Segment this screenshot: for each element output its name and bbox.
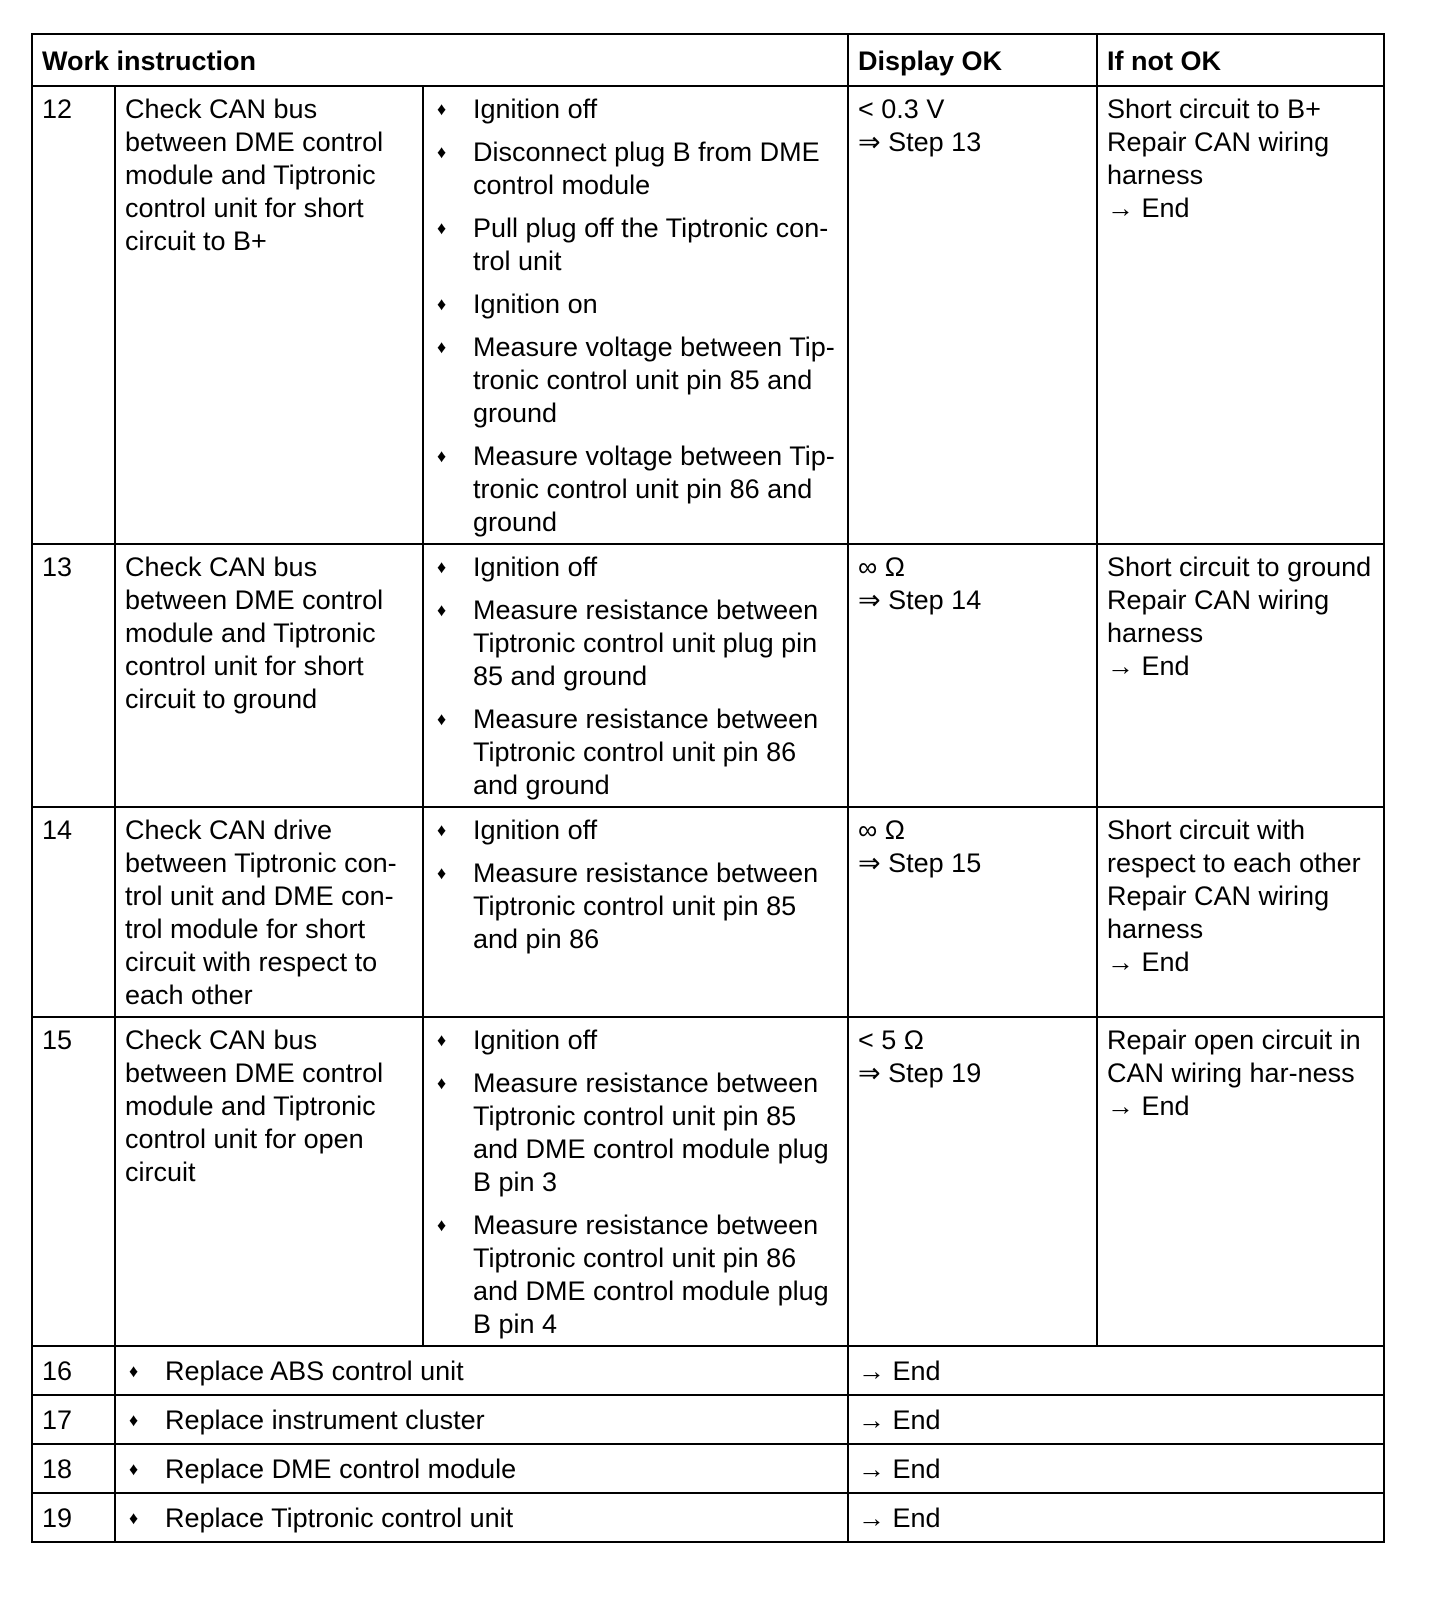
display-ok-next-step: ⇒ Step 14 [858, 585, 982, 615]
bullet-diamond-icon: ♦ [437, 820, 447, 840]
bullet-diamond-icon: ♦ [437, 142, 447, 162]
step-number: 13 [32, 544, 115, 807]
action-list-cell [423, 807, 848, 1017]
list-item: ♦ Replace DME control module [129, 1454, 517, 1484]
display-ok-next-step: ⇒ Step 19 [858, 1058, 982, 1088]
action-list [433, 814, 838, 956]
step-number: 18 [32, 1444, 115, 1493]
check-description: Check CAN bus between DME control module and Tiptronic control unit for open circuit [115, 1017, 423, 1346]
step-number: 14 [32, 807, 115, 1017]
work-instruction-table [31, 33, 1385, 1543]
list-item: ♦ Measure voltage between Tip-tronic control unit pin 85 and ground [437, 332, 835, 428]
action-list [433, 93, 838, 539]
display-ok-value: ∞ Ω [858, 552, 905, 582]
table-row [32, 544, 1384, 807]
end-marker: → End [1107, 947, 1190, 977]
check-description: Check CAN drive between Tiptronic con-trol unit and DME con-trol module for short circuit with respect to each other [115, 807, 423, 1017]
step-number: 15 [32, 1017, 115, 1346]
if-not-ok-cell [1097, 86, 1384, 544]
if-not-ok-cell [1097, 807, 1384, 1017]
display-ok-cell [848, 807, 1097, 1017]
bullet-diamond-icon: ♦ [437, 1215, 447, 1235]
action-cell [115, 1444, 848, 1493]
end-marker: → End [1107, 193, 1190, 223]
list-item: ♦ Measure resistance between Tiptronic control unit plug pin 85 and ground [437, 595, 819, 691]
list-item: ♦ Ignition off [437, 1025, 598, 1055]
list-item: ♦ Ignition on [437, 289, 598, 319]
table-row [32, 807, 1384, 1017]
list-item: ♦ Measure resistance between Tiptronic control unit pin 85 and DME control module plug B pin 3 [437, 1068, 829, 1197]
end-marker: → End [1107, 1091, 1190, 1121]
bullet-diamond-icon: ♦ [129, 1508, 139, 1528]
bullet-diamond-icon: ♦ [437, 1073, 447, 1093]
bullet-diamond-icon: ♦ [437, 557, 447, 577]
bullet-diamond-icon: ♦ [437, 99, 447, 119]
list-item: ♦ Measure voltage between Tip-tronic control unit pin 86 and ground [437, 441, 835, 537]
list-item: ♦ Pull plug off the Tiptronic con-trol unit [437, 213, 829, 276]
if-not-ok-cell [1097, 544, 1384, 807]
result-cell: → End [848, 1395, 1384, 1444]
list-item: ♦ Ignition off [437, 552, 598, 582]
step-number: 16 [32, 1346, 115, 1395]
bullet-diamond-icon: ♦ [129, 1410, 139, 1430]
display-ok-cell [848, 544, 1097, 807]
action-list [433, 1024, 838, 1341]
bullet-diamond-icon: ♦ [437, 446, 447, 466]
display-ok-next-step: ⇒ Step 13 [858, 127, 982, 157]
action-list-cell [423, 86, 848, 544]
fault-description: Short circuit with respect to each other [1107, 815, 1361, 878]
action-list-cell [423, 1017, 848, 1346]
check-description: Check CAN bus between DME control module and Tiptronic control unit for short circuit to B+ [115, 86, 423, 544]
list-item: ♦ Replace instrument cluster [129, 1405, 485, 1435]
table-row [32, 1017, 1384, 1346]
bullet-diamond-icon: ♦ [437, 218, 447, 238]
display-ok-value: ∞ Ω [858, 815, 905, 845]
display-ok-value: < 5 Ω [858, 1025, 924, 1055]
fault-description: Short circuit to ground [1107, 552, 1372, 582]
action-list [433, 551, 838, 802]
header-display-ok: Display OK [848, 34, 1097, 86]
table-row [32, 1493, 1384, 1542]
list-item: ♦ Measure resistance between Tiptronic control unit pin 86 and ground [437, 704, 819, 800]
list-item: ♦ Disconnect plug B from DME control module [437, 137, 820, 200]
step-number: 17 [32, 1395, 115, 1444]
bullet-diamond-icon: ♦ [437, 863, 447, 883]
repair-action: Repair CAN wiring harness [1107, 881, 1330, 944]
result-cell: → End [848, 1444, 1384, 1493]
repair-action: Repair open circuit in CAN wiring har-ness [1107, 1025, 1361, 1088]
action-list-cell [423, 544, 848, 807]
bullet-diamond-icon: ♦ [437, 337, 447, 357]
header-if-not-ok: If not OK [1097, 34, 1384, 86]
display-ok-cell [848, 1017, 1097, 1346]
result-cell: → End [848, 1346, 1384, 1395]
step-number: 19 [32, 1493, 115, 1542]
repair-action: Repair CAN wiring harness [1107, 127, 1330, 190]
bullet-diamond-icon: ♦ [437, 1030, 447, 1050]
header-work-instruction: Work instruction [32, 34, 848, 86]
table-row [32, 1346, 1384, 1395]
end-marker: → End [1107, 651, 1190, 681]
display-ok-next-step: ⇒ Step 15 [858, 848, 982, 878]
display-ok-cell [848, 86, 1097, 544]
bullet-diamond-icon: ♦ [437, 294, 447, 314]
list-item: ♦ Replace ABS control unit [129, 1356, 464, 1386]
table-row [32, 1395, 1384, 1444]
bullet-diamond-icon: ♦ [437, 600, 447, 620]
list-item: ♦ Measure resistance between Tiptronic control unit pin 85 and pin 86 [437, 858, 819, 954]
table-row [32, 86, 1384, 544]
result-cell: → End [848, 1493, 1384, 1542]
if-not-ok-cell [1097, 1017, 1384, 1346]
action-cell [115, 1346, 848, 1395]
list-item: ♦ Ignition off [437, 815, 598, 845]
bullet-diamond-icon: ♦ [129, 1459, 139, 1479]
step-number: 12 [32, 86, 115, 544]
list-item: ♦ Measure resistance between Tiptronic control unit pin 86 and DME control module plug B pin 4 [437, 1210, 829, 1339]
table-row [32, 1444, 1384, 1493]
check-description: Check CAN bus between DME control module and Tiptronic control unit for short circuit to ground [115, 544, 423, 807]
display-ok-value: < 0.3 V [858, 94, 945, 124]
action-cell [115, 1493, 848, 1542]
list-item: ♦ Ignition off [437, 94, 598, 124]
bullet-diamond-icon: ♦ [437, 709, 447, 729]
list-item: ♦ Replace Tiptronic control unit [129, 1503, 514, 1533]
action-cell [115, 1395, 848, 1444]
bullet-diamond-icon: ♦ [129, 1361, 139, 1381]
repair-action: Repair CAN wiring harness [1107, 585, 1330, 648]
header-row [32, 34, 1384, 86]
fault-description: Short circuit to B+ [1107, 94, 1321, 124]
